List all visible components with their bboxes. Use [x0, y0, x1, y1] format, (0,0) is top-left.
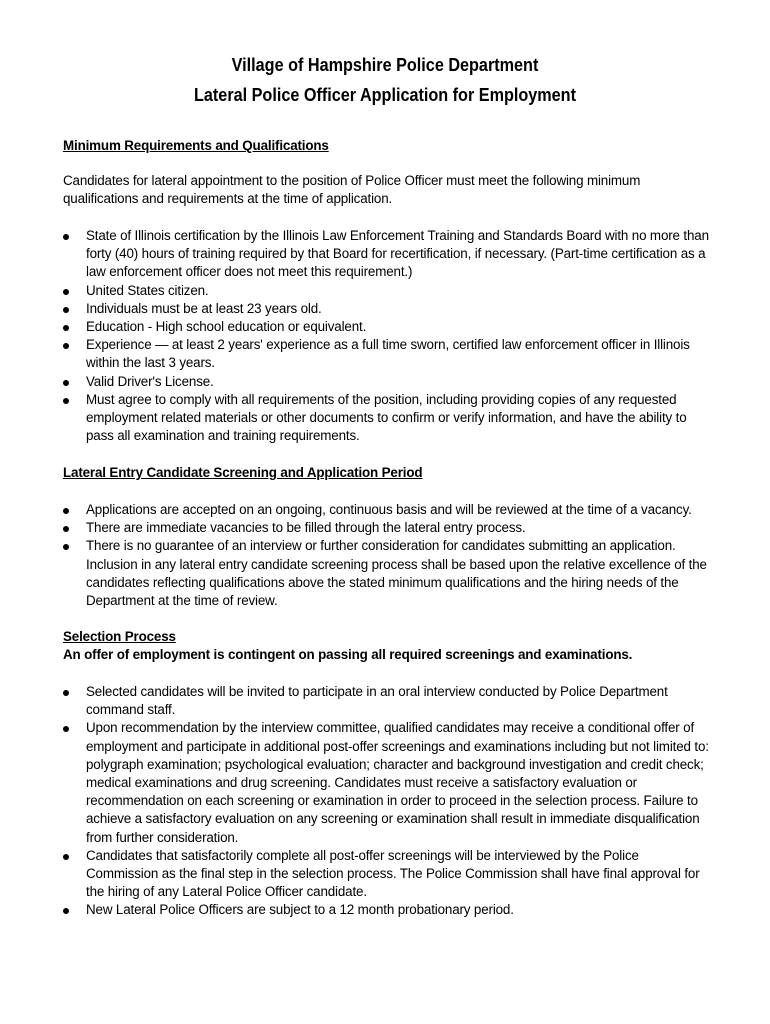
document-title: Village of Hampshire Police Department	[231, 55, 539, 75]
list-item-text: Must agree to comply with all requirements of the position, including providing copies of any requested employment related materials or other documents to confirm or verify information, and have the ability to pass all examination and training requirements.	[86, 391, 687, 444]
bullet-icon	[63, 508, 69, 514]
list-item-text: Upon recommendation by the interview committee, qualified candidates may receive a conditional offer of employment and participate in additional post-offer screenings and examinations including but not limited to: polygraph examination; psychological evaluation; character and background investigation and credit check; medical examinations and drug screening. Candidates must receive a satisfactory evaluation or recommendation on each screening or examination in order to proceed in the selection process. Failure to achieve a satisfactory evaluation on any screening or examination shall result in immediate disqualification from further consideration.	[86, 720, 709, 845]
section-heading: Minimum Requirements and Qualifications	[63, 138, 329, 153]
bullet-icon	[63, 908, 69, 914]
intro-paragraph: Candidates for lateral appointment to the position of Police Officer must meet the following minimum qualifications and requirements at the time of application.	[63, 173, 641, 207]
bullet-icon	[63, 726, 69, 732]
section-selection-heading	[63, 628, 713, 664]
requirements-list	[63, 227, 713, 445]
list-item	[63, 227, 713, 282]
list-item	[63, 683, 713, 719]
section-screening-heading	[63, 464, 713, 482]
section-minimum-requirements-heading	[63, 137, 713, 155]
list-item-text: Applications are accepted on an ongoing, continuous basis and will be reviewed at the time of a vacancy.	[86, 502, 692, 517]
bullet-icon	[63, 380, 69, 386]
bullet-icon	[63, 690, 69, 696]
list-item-text: Selected candidates will be invited to participate in an oral interview conducted by Police Department command staff.	[86, 684, 668, 718]
bullet-icon	[63, 398, 69, 404]
list-item-text: Experience — at least 2 years' experience as a full time sworn, certified law enforcement officer in Illinois within the last 3 years.	[86, 337, 690, 371]
section-subheading: An offer of employment is contingent on passing all required screenings and examinations.	[63, 647, 633, 663]
list-item	[63, 519, 713, 537]
section-intro	[63, 172, 713, 208]
bullet-icon	[63, 343, 69, 349]
list-item-text: There is no guarantee of an interview or further consideration for candidates submitting an application. Inclusion in any lateral entry candidate screening process shall be based upon the relative excellence of the candidates reflecting qualifications above the stated minimum qualifications and the hiring needs of the Department at the time of review.	[86, 538, 707, 609]
list-item-text: Individuals must be at least 23 years old.	[86, 300, 322, 316]
bullet-icon	[63, 234, 69, 240]
bullet-icon	[63, 289, 69, 295]
list-item	[63, 300, 713, 318]
bullet-icon	[63, 325, 69, 331]
bullet-icon	[63, 544, 69, 550]
list-item-text: New Lateral Police Officers are subject to a 12 month probationary period.	[86, 902, 514, 918]
list-item	[63, 391, 713, 446]
list-item-text: Candidates that satisfactorily complete all post-offer screenings will be interviewed by the Police Commission as the final step in the selection process. The Police Commission shall have final approval for the hiring of any Lateral Police Officer candidate.	[86, 847, 700, 900]
document-subtitle: Lateral Police Officer Application for Employment	[194, 85, 576, 105]
list-item	[63, 282, 713, 300]
list-item	[63, 373, 713, 391]
list-item-text: Education - High school education or equivalent.	[86, 319, 367, 335]
bullet-icon	[63, 854, 69, 860]
section-heading: Lateral Entry Candidate Screening and Application Period	[63, 465, 423, 480]
list-item-text: Valid Driver's License.	[86, 373, 214, 389]
list-item	[63, 336, 713, 372]
bullet-icon	[63, 307, 69, 313]
list-item	[63, 501, 713, 519]
list-item	[63, 847, 713, 902]
screening-list	[63, 501, 713, 610]
selection-list	[63, 683, 713, 920]
list-item	[63, 318, 713, 336]
list-item	[63, 901, 713, 919]
list-item-text: State of Illinois certification by the Illinois Law Enforcement Training and Standards Board with no more than forty (40) hours of training required by that Board for recertification, if necessary. (Part-time certification as a law enforcement officer does not meet this requirement.)	[86, 228, 709, 280]
bullet-icon	[63, 526, 69, 532]
section-heading: Selection Process	[63, 629, 176, 644]
list-item	[63, 537, 713, 610]
list-item-text: United States citizen.	[86, 282, 209, 298]
list-item-text: There are immediate vacancies to be filled through the lateral entry process.	[86, 520, 526, 536]
list-item	[63, 719, 713, 846]
